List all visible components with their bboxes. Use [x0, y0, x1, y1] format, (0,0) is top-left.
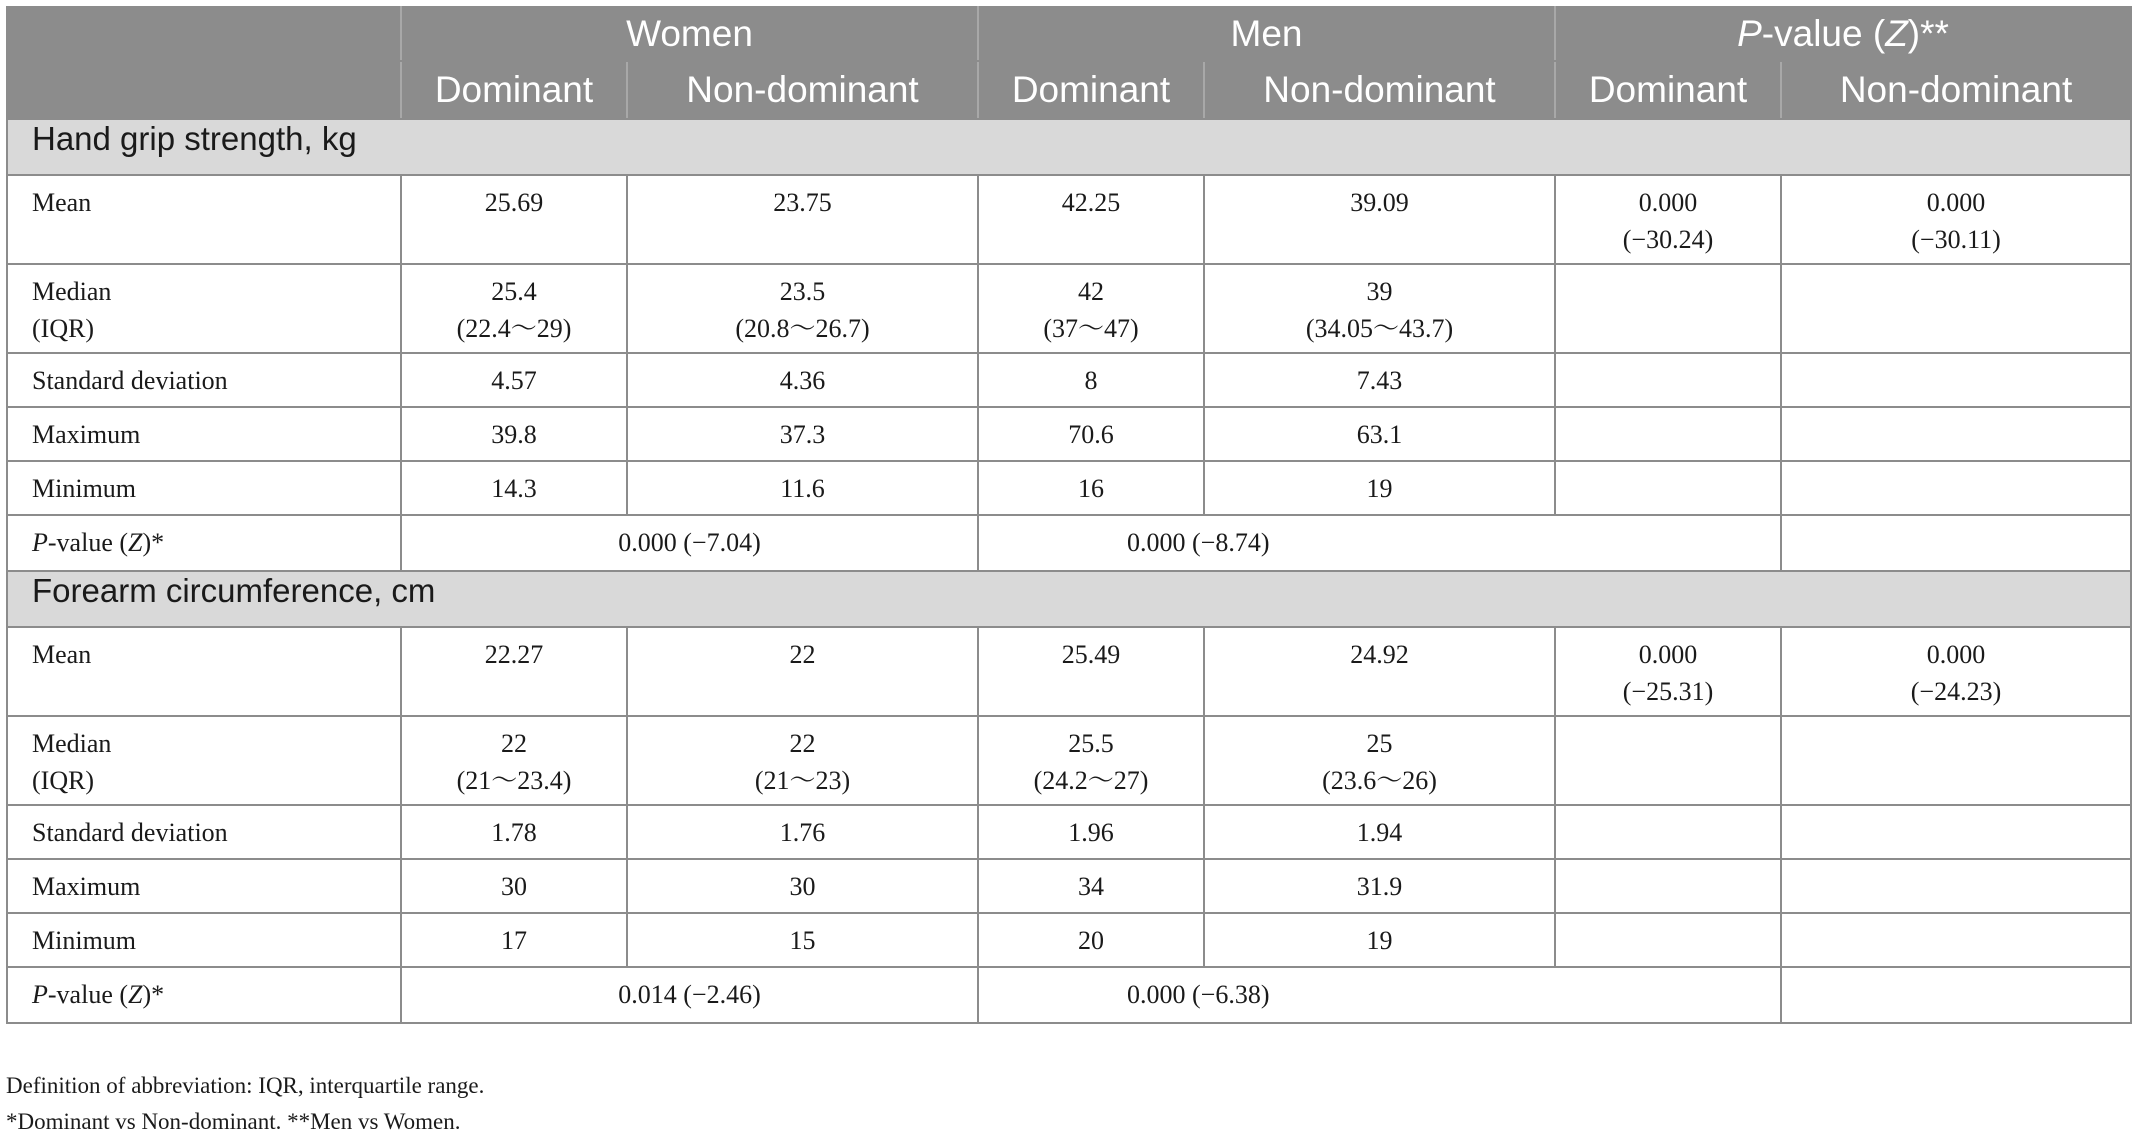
cell: 7.43 — [1204, 353, 1555, 407]
cell: 1.76 — [627, 805, 978, 859]
cell: 22 — [627, 627, 978, 716]
cell — [1781, 805, 2131, 859]
cell: 25.49 — [978, 627, 1204, 716]
table-row-pvalue — [7, 967, 2131, 1023]
cell: 63.1 — [1204, 407, 1555, 461]
cell — [1555, 805, 1781, 859]
cell: 25.4 (22.4〜29) — [401, 264, 627, 353]
cell: 24.92 — [1204, 627, 1555, 716]
header-row-groups — [7, 7, 2131, 61]
cell: 39.09 — [1204, 175, 1555, 264]
cell: 0.000 (−25.31) — [1555, 627, 1781, 716]
cell: 11.6 — [627, 461, 978, 515]
table-row — [7, 175, 2131, 264]
row-label-pvalue: P-value (Z)* — [7, 967, 401, 1023]
cell: 25.69 — [401, 175, 627, 264]
header-corner — [7, 7, 401, 61]
cell: 4.57 — [401, 353, 627, 407]
table-row-pvalue — [7, 515, 2131, 571]
cell: 39 (34.05〜43.7) — [1204, 264, 1555, 353]
cell — [1781, 913, 2131, 967]
header-corner-sub — [7, 61, 401, 119]
cell — [1555, 264, 1781, 353]
cell — [1781, 407, 2131, 461]
cell: 19 — [1204, 913, 1555, 967]
cell — [1781, 515, 2131, 571]
cell: 17 — [401, 913, 627, 967]
cell: 42 (37〜47) — [978, 264, 1204, 353]
table-row — [7, 264, 2131, 353]
header-women-dominant: Dominant — [401, 61, 627, 119]
cell: 23.75 — [627, 175, 978, 264]
cell — [1555, 859, 1781, 913]
table-footnotes — [6, 1068, 484, 1140]
cell-pvalue-women: 0.014 (−2.46) — [401, 967, 978, 1023]
header-men-nondominant: Non-dominant — [1204, 61, 1555, 119]
cell: 0.000 (−30.11) — [1781, 175, 2131, 264]
cell: 31.9 — [1204, 859, 1555, 913]
table-container — [6, 6, 2130, 1024]
section-row — [7, 571, 2131, 627]
cell: 0.000 (−24.23) — [1781, 627, 2131, 716]
table-row — [7, 859, 2131, 913]
row-label: Mean — [7, 627, 401, 716]
cell-pvalue-women: 0.000 (−7.04) — [401, 515, 978, 571]
header-women: Women — [401, 7, 978, 61]
cell — [1555, 407, 1781, 461]
cell: 8 — [978, 353, 1204, 407]
cell: 30 — [401, 859, 627, 913]
cell: 42.25 — [978, 175, 1204, 264]
row-label-pvalue: P-value (Z)* — [7, 515, 401, 571]
data-table — [6, 6, 2132, 1024]
table-row — [7, 461, 2131, 515]
table-row — [7, 913, 2131, 967]
header-women-nondominant: Non-dominant — [627, 61, 978, 119]
cell: 37.3 — [627, 407, 978, 461]
cell: 70.6 — [978, 407, 1204, 461]
cell: 19 — [1204, 461, 1555, 515]
cell — [1555, 461, 1781, 515]
header-p-dominant: Dominant — [1555, 61, 1781, 119]
cell — [1781, 716, 2131, 805]
header-p-nondominant: Non-dominant — [1781, 61, 2131, 119]
section-title: Forearm circumference, cm — [7, 571, 2131, 627]
cell: 34 — [978, 859, 1204, 913]
table-row — [7, 716, 2131, 805]
cell-pvalue-men: 0.000 (−6.38) — [978, 967, 1781, 1023]
cell — [1781, 353, 2131, 407]
cell: 1.96 — [978, 805, 1204, 859]
cell: 22 (21〜23) — [627, 716, 978, 805]
cell: 25.5 (24.2〜27) — [978, 716, 1204, 805]
cell: 15 — [627, 913, 978, 967]
row-label: Maximum — [7, 407, 401, 461]
cell — [1555, 353, 1781, 407]
row-label: Minimum — [7, 913, 401, 967]
cell: 0.000 (−30.24) — [1555, 175, 1781, 264]
cell: 39.8 — [401, 407, 627, 461]
cell: 23.5 (20.8〜26.7) — [627, 264, 978, 353]
cell: 1.78 — [401, 805, 627, 859]
cell — [1555, 913, 1781, 967]
cell: 30 — [627, 859, 978, 913]
cell-pvalue-men: 0.000 (−8.74) — [978, 515, 1781, 571]
row-label: Minimum — [7, 461, 401, 515]
cell — [1555, 716, 1781, 805]
footnote-comparisons: *Dominant vs Non-dominant. **Men vs Women. — [6, 1109, 461, 1134]
cell: 22 (21〜23.4) — [401, 716, 627, 805]
table-row — [7, 627, 2131, 716]
cell: 22.27 — [401, 627, 627, 716]
cell — [1781, 967, 2131, 1023]
cell — [1781, 461, 2131, 515]
header-men-dominant: Dominant — [978, 61, 1204, 119]
section-title: Hand grip strength, kg — [7, 119, 2131, 175]
cell: 25 (23.6〜26) — [1204, 716, 1555, 805]
cell: 16 — [978, 461, 1204, 515]
row-label: Median (IQR) — [7, 716, 401, 805]
table-row — [7, 407, 2131, 461]
table-row — [7, 805, 2131, 859]
cell — [1781, 264, 2131, 353]
table-row — [7, 353, 2131, 407]
row-label: Maximum — [7, 859, 401, 913]
row-label: Standard deviation — [7, 353, 401, 407]
cell: 20 — [978, 913, 1204, 967]
row-label: Standard deviation — [7, 805, 401, 859]
cell: 4.36 — [627, 353, 978, 407]
header-men: Men — [978, 7, 1555, 61]
header-row-sub — [7, 61, 2131, 119]
row-label: Median (IQR) — [7, 264, 401, 353]
row-label: Mean — [7, 175, 401, 264]
header-pvalue: P-value (Z)** — [1555, 7, 2131, 61]
cell: 14.3 — [401, 461, 627, 515]
footnote-abbreviation: Definition of abbreviation: IQR, interquartile range. — [6, 1073, 485, 1098]
cell: 1.94 — [1204, 805, 1555, 859]
section-row — [7, 119, 2131, 175]
cell — [1781, 859, 2131, 913]
